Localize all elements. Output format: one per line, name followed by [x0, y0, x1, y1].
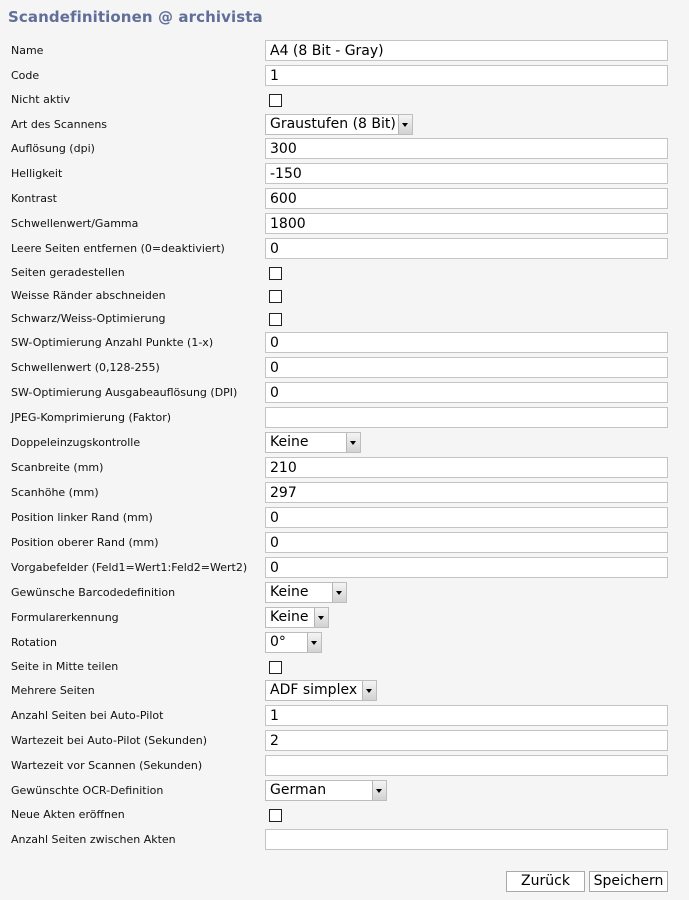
contrast-label: Kontrast: [11, 192, 57, 205]
row-name: [0, 40, 689, 62]
default-fields-label: Vorgabefelder (Feld1=Wert1:Feld2=Wert2): [11, 561, 248, 574]
chevron-down-icon[interactable]: [398, 115, 412, 134]
scan-type-label: Art des Scannens: [11, 118, 108, 131]
ocr-def-select[interactable]: [265, 780, 387, 801]
chevron-down-icon[interactable]: [362, 681, 376, 700]
bw-points-field[interactable]: [265, 332, 668, 353]
scan-width-label: Scanbreite (mm): [11, 461, 104, 474]
row-scan-width: [0, 457, 689, 479]
row-resolution: [0, 138, 689, 160]
row-bw-optimize: [0, 308, 689, 330]
row-pos-left: [0, 507, 689, 529]
row-multi-pages: [0, 680, 689, 702]
chevron-down-icon[interactable]: [372, 781, 386, 800]
jpeg-compression-label: JPEG-Komprimierung (Faktor): [11, 411, 172, 424]
crop-white-label: Weisse Ränder abschneiden: [11, 289, 166, 302]
row-deskew: [0, 262, 689, 284]
split-middle-label: Seite in Mitte teilen: [11, 660, 119, 673]
row-inactive: [0, 89, 689, 111]
name-label: Name: [11, 44, 44, 57]
page-title: Scandefinitionen @ archivista: [8, 8, 263, 26]
row-rotation: [0, 632, 689, 654]
double-feed-label: Doppeleinzugskontrolle: [11, 436, 141, 449]
row-bw-points: [0, 332, 689, 354]
brightness-field[interactable]: [265, 163, 668, 184]
threshold-gamma-label: Schwellenwert/Gamma: [11, 217, 139, 230]
scan-height-label: Scanhöhe (mm): [11, 486, 99, 499]
double-feed-select[interactable]: [265, 432, 361, 453]
save-button[interactable]: Speichern: [589, 871, 668, 892]
resolution-field[interactable]: [265, 138, 668, 159]
wait-before-scan-label: Wartezeit vor Scannen (Sekunden): [11, 759, 203, 772]
barcode-def-label: Gewünsche Barcodedefinition: [11, 586, 176, 599]
brightness-label: Helligkeit: [11, 167, 63, 180]
autopilot-wait-label: Wartezeit bei Auto-Pilot (Sekunden): [11, 734, 208, 747]
scan-type-select[interactable]: [265, 114, 413, 135]
row-form-recognition: [0, 607, 689, 629]
form-recognition-value: Keine: [270, 609, 309, 625]
split-middle-checkbox[interactable]: [269, 661, 282, 674]
row-pages-between-files: [0, 829, 689, 851]
threshold-field[interactable]: [265, 357, 668, 378]
row-wait-before-scan: [0, 755, 689, 777]
open-new-files-checkbox[interactable]: [269, 809, 282, 822]
rotation-label: Rotation: [11, 636, 58, 649]
scan-type-value: Graustufen (8 Bit): [270, 116, 396, 132]
jpeg-compression-field[interactable]: [265, 407, 668, 428]
row-code: [0, 65, 689, 87]
inactive-label: Nicht aktiv: [11, 93, 71, 106]
autopilot-wait-field[interactable]: [265, 730, 668, 751]
threshold-label: Schwellenwert (0,128-255): [11, 361, 160, 374]
bw-output-dpi-field[interactable]: [265, 382, 668, 403]
bw-points-label: SW-Optimierung Anzahl Punkte (1-x): [11, 336, 214, 349]
row-contrast: [0, 188, 689, 210]
autopilot-pages-label: Anzahl Seiten bei Auto-Pilot: [11, 709, 164, 722]
form-recognition-select[interactable]: [265, 607, 329, 628]
row-autopilot-wait: [0, 730, 689, 752]
row-split-middle: [0, 656, 689, 678]
form-recognition-label: Formularerkennung: [11, 611, 119, 624]
row-pos-top: [0, 532, 689, 554]
multi-pages-value: ADF simplex: [270, 682, 358, 698]
double-feed-value: Keine: [270, 434, 309, 450]
scan-height-field[interactable]: [265, 482, 668, 503]
row-double-feed: [0, 432, 689, 454]
code-label: Code: [11, 69, 40, 82]
chevron-down-icon[interactable]: [307, 633, 321, 652]
row-barcode-def: [0, 582, 689, 604]
open-new-files-label: Neue Akten eröffnen: [11, 808, 125, 821]
pos-left-label: Position linker Rand (mm): [11, 511, 153, 524]
inactive-checkbox[interactable]: [269, 94, 282, 107]
pos-left-field[interactable]: [265, 507, 668, 528]
row-bw-output-dpi: [0, 382, 689, 404]
chevron-down-icon[interactable]: [346, 433, 360, 452]
row-threshold-gamma: [0, 213, 689, 235]
pages-between-files-field[interactable]: [265, 829, 668, 850]
bw-optimize-label: Schwarz/Weiss-Optimierung: [11, 312, 166, 325]
row-jpeg-compression: [0, 407, 689, 429]
row-default-fields: [0, 557, 689, 579]
row-scan-type: [0, 114, 689, 136]
ocr-def-label: Gewünschte OCR-Definition: [11, 784, 164, 797]
name-field[interactable]: [265, 40, 668, 61]
default-fields-field[interactable]: [265, 557, 668, 578]
bw-optimize-checkbox[interactable]: [269, 313, 282, 326]
contrast-field[interactable]: [265, 188, 668, 209]
deskew-checkbox[interactable]: [269, 267, 282, 280]
remove-blank-label: Leere Seiten entfernen (0=deaktiviert): [11, 242, 225, 255]
row-open-new-files: [0, 804, 689, 826]
multi-pages-label: Mehrere Seiten: [11, 684, 95, 697]
row-ocr-def: [0, 780, 689, 802]
back-button[interactable]: Zurück: [506, 871, 585, 892]
barcode-def-select[interactable]: [265, 582, 347, 603]
rotation-select[interactable]: [265, 632, 322, 653]
row-crop-white: [0, 285, 689, 307]
barcode-def-value: Keine: [270, 584, 309, 600]
chevron-down-icon[interactable]: [332, 583, 346, 602]
resolution-label: Auflösung (dpi): [11, 142, 95, 155]
row-scan-height: [0, 482, 689, 504]
pos-top-field[interactable]: [265, 532, 668, 553]
pos-top-label: Position oberer Rand (mm): [11, 536, 159, 549]
remove-blank-field[interactable]: [265, 238, 668, 259]
ocr-def-value: German: [270, 782, 327, 798]
crop-white-checkbox[interactable]: [269, 290, 282, 303]
bw-output-dpi-label: SW-Optimierung Ausgabeauflösung (DPI): [11, 386, 238, 399]
wait-before-scan-field[interactable]: [265, 755, 668, 776]
scan-width-field[interactable]: [265, 457, 668, 478]
code-field[interactable]: [265, 65, 668, 86]
threshold-gamma-field[interactable]: [265, 213, 668, 234]
autopilot-pages-field[interactable]: [265, 705, 668, 726]
multi-pages-select[interactable]: [265, 680, 377, 701]
row-remove-blank: [0, 238, 689, 260]
pages-between-files-label: Anzahl Seiten zwischen Akten: [11, 833, 176, 846]
row-threshold: [0, 357, 689, 379]
row-autopilot-pages: [0, 705, 689, 727]
chevron-down-icon[interactable]: [314, 608, 328, 627]
deskew-label: Seiten geradestellen: [11, 266, 125, 279]
row-brightness: [0, 163, 689, 185]
rotation-value: 0°: [270, 634, 286, 650]
